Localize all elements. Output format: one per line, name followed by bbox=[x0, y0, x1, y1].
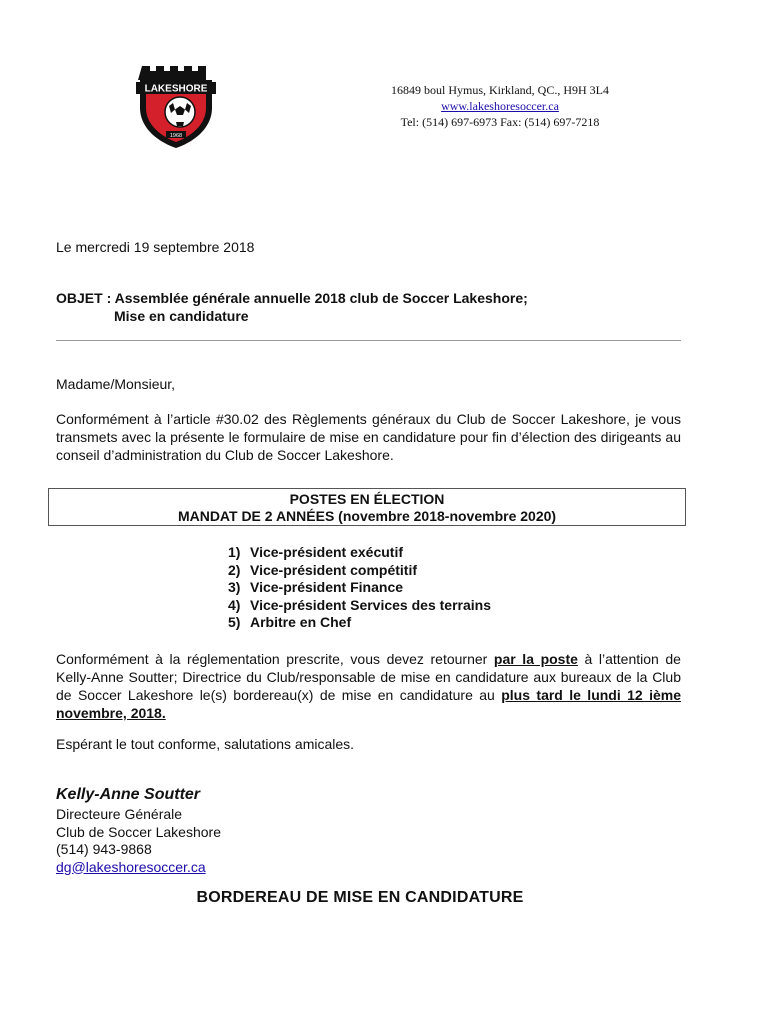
divider bbox=[56, 340, 681, 341]
club-crest-icon bbox=[136, 62, 216, 150]
svg-text:1968: 1968 bbox=[169, 133, 183, 139]
club-logo bbox=[136, 62, 216, 150]
paragraph-intro: Conformément à l’article #30.02 des Règlements généraux du Club de Soccer Lakeshore, je vous transmets avec la présente le formulaire de mise en candidature pour fin d’élection des dirigeants au conseil d’administration du Club de Soccer Lakeshore. bbox=[56, 411, 681, 463]
website-link[interactable]: www.lakeshoresoccer.ca bbox=[441, 99, 559, 113]
form-title: BORDEREAU DE MISE EN CANDIDATURE bbox=[196, 889, 524, 906]
emphasis-deadline: plus tard le lundi 12 ième novembre, 2018. bbox=[56, 687, 681, 721]
list-item: 1) Vice-président exécutif bbox=[228, 544, 404, 560]
election-box-title: POSTES EN ÉLECTION bbox=[289, 491, 445, 507]
positions-list bbox=[228, 544, 491, 632]
header-address-block bbox=[330, 82, 670, 130]
signature-email-link[interactable]: dg@lakeshoresoccer.ca bbox=[56, 858, 206, 875]
signature-block bbox=[56, 806, 221, 876]
letter-date: Le mercredi 19 septembre 2018 bbox=[56, 239, 255, 255]
list-item: 2) Vice-président compétitif bbox=[228, 561, 418, 578]
svg-text:LAKESHORE: LAKESHORE bbox=[144, 83, 208, 95]
election-box bbox=[48, 488, 686, 526]
closing-line: Espérant le tout conforme, salutations amicales. bbox=[56, 736, 355, 752]
phone-fax-line: Tel: (514) 697-6973 Fax: (514) 697-7218 bbox=[400, 115, 600, 129]
address-line: 16849 boul Hymus, Kirkland, QC., H9H 3L4 bbox=[391, 83, 609, 97]
salutation: Madame/Monsieur, bbox=[56, 376, 176, 392]
signature-name: Kelly-Anne Soutter bbox=[56, 786, 201, 803]
signature-org: Club de Soccer Lakeshore bbox=[56, 823, 221, 840]
subject-block bbox=[56, 289, 528, 325]
paragraph-instructions: Conformément à la réglementation prescrite, vous devez retourner par la poste à l’attention de Kelly-Anne Soutter; Directrice du Club/responsable de mise en candidature aux bureaux de la Club de Soccer Lakeshore le(s) bordereau(x) de mise en candidature au plus tard le lundi 12 ième novembre, 2018. bbox=[56, 651, 681, 721]
subject-line-1: OBJET : Assemblée générale annuelle 2018 club de Soccer Lakeshore; bbox=[56, 290, 528, 306]
emphasis-by-mail: par la poste bbox=[493, 651, 578, 667]
list-item: 3) Vice-président Finance bbox=[228, 579, 404, 595]
election-box-subtitle: MANDAT DE 2 ANNÉES (novembre 2018-novembre 2020) bbox=[177, 508, 557, 524]
signature-phone: (514) 943-9868 bbox=[56, 841, 152, 857]
list-item: 4) Vice-président Services des terrains bbox=[228, 596, 491, 613]
subject-line-2: Mise en candidature bbox=[114, 308, 249, 324]
signature-title: Directeure Générale bbox=[56, 806, 183, 822]
list-item: 5) Arbitre en Chef bbox=[228, 614, 352, 630]
